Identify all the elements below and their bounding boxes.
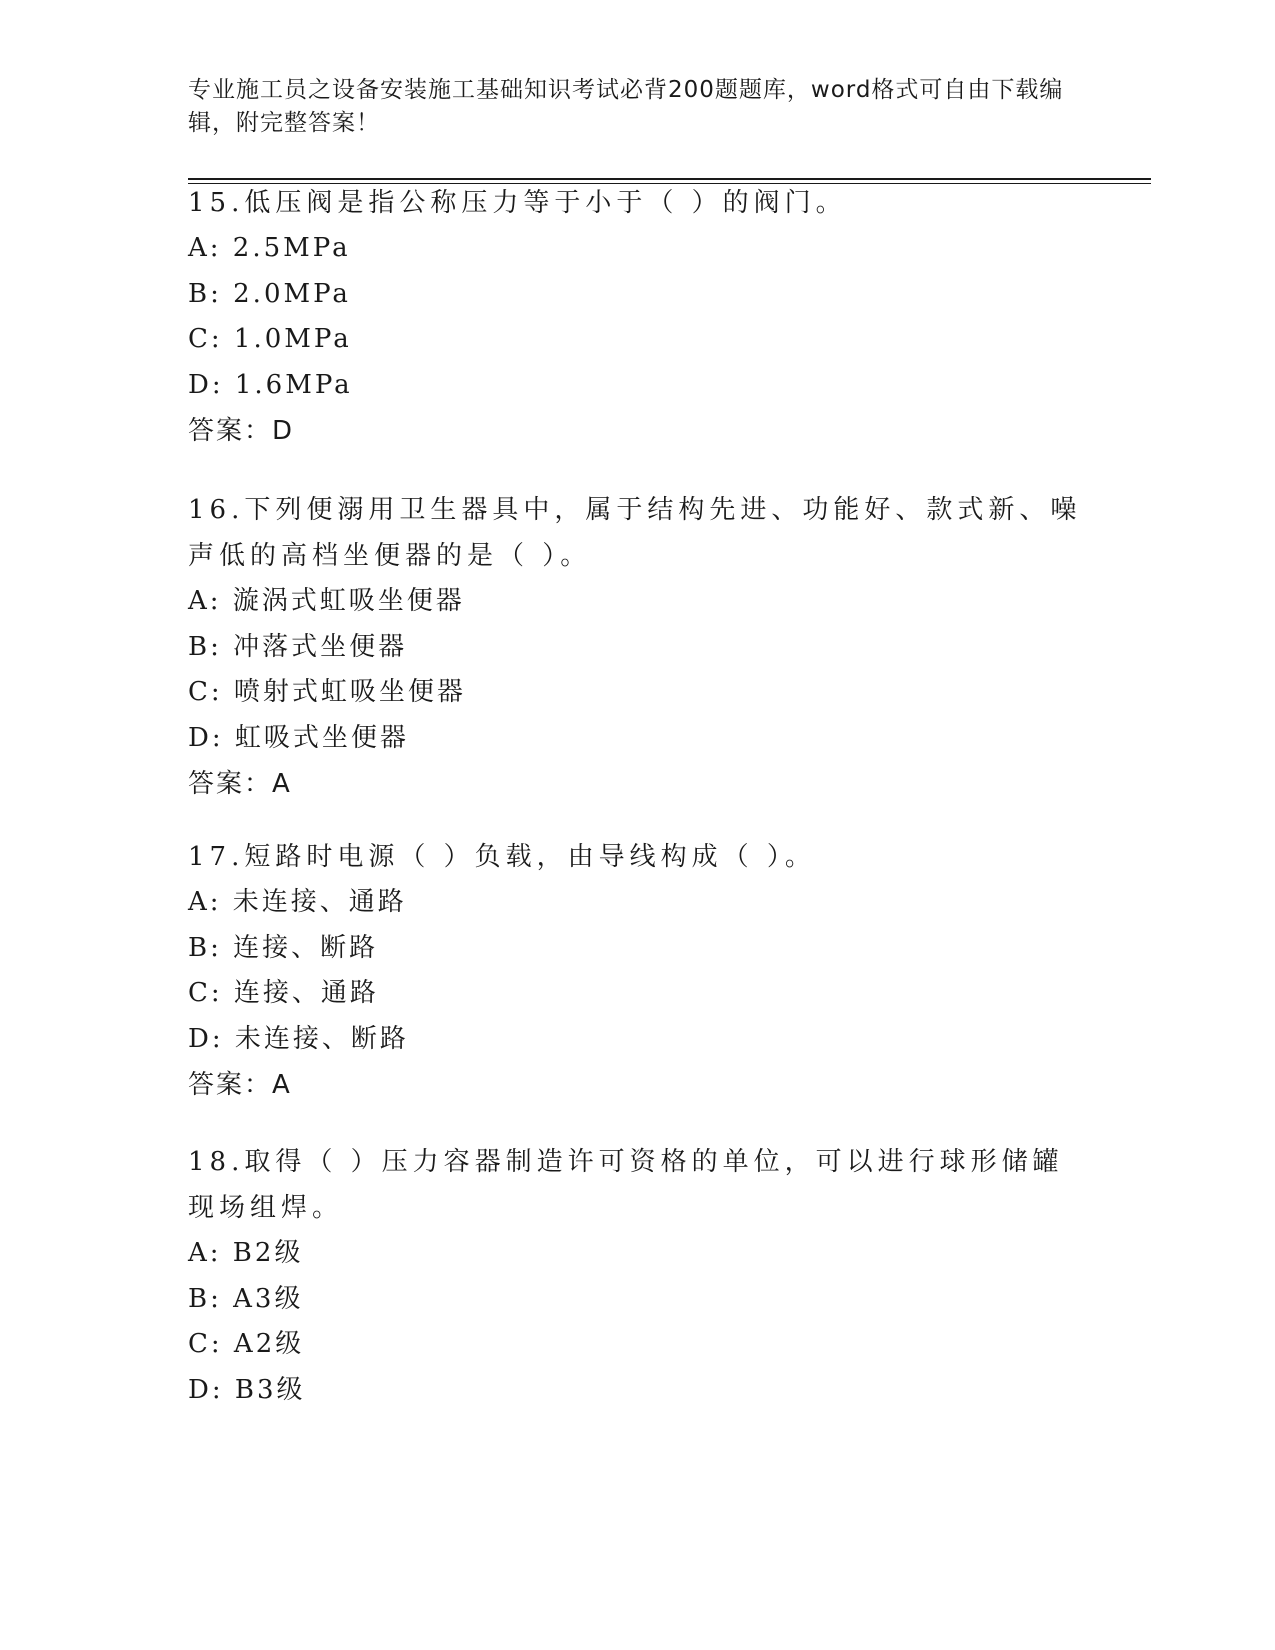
option-d: D: 虹吸式坐便器 xyxy=(188,722,409,753)
document-header: 专业施工员之设备安装施工基础知识考试必背200题题库，word格式可自由下载编辑，附完整答案！ xyxy=(188,77,1064,136)
question-18 xyxy=(188,1139,1088,1413)
option-a: A: 2.5MPa xyxy=(188,233,351,263)
option-b: B: A3级 xyxy=(188,1283,304,1314)
option-a: A: 漩涡式虹吸坐便器 xyxy=(188,586,465,616)
answer: 答案：D xyxy=(188,416,295,446)
answer: 答案：A xyxy=(188,769,292,799)
question-15 xyxy=(188,180,1088,454)
option-d: D: 1.6MPa xyxy=(188,369,353,400)
option-a: A: B2级 xyxy=(188,1238,304,1268)
question-stem: 15.低压阀是指公称压力等于小于（ ）的阀门。 xyxy=(188,188,847,218)
question-17 xyxy=(188,834,1088,1108)
option-a: A: 未连接、通路 xyxy=(188,887,407,917)
option-c: C: 1.0MPa xyxy=(188,324,352,354)
answer: 答案：A xyxy=(188,1070,292,1100)
option-d: D: 未连接、断路 xyxy=(188,1023,409,1054)
option-c: C: 连接、通路 xyxy=(188,978,379,1008)
question-stem: 18.取得（ ）压力容器制造许可资格的单位，可以进行球形储罐现场组焊。 xyxy=(188,1147,1064,1223)
question-16 xyxy=(188,487,1088,807)
question-stem: 16.下列便溺用卫生器具中，属于结构先进、功能好、款式新、噪声低的高档坐便器的是（ ）。 xyxy=(188,495,1082,571)
option-b: B: 冲落式坐便器 xyxy=(188,631,408,662)
option-b: B: 2.0MPa xyxy=(188,278,351,309)
option-c: C: A2级 xyxy=(188,1329,305,1359)
question-stem: 17.短路时电源（ ）负载，由导线构成（ ）。 xyxy=(188,842,816,872)
option-b: B: 连接、断路 xyxy=(188,932,379,963)
option-c: C: 喷射式虹吸坐便器 xyxy=(188,677,466,707)
option-d: D: B3级 xyxy=(188,1374,306,1405)
